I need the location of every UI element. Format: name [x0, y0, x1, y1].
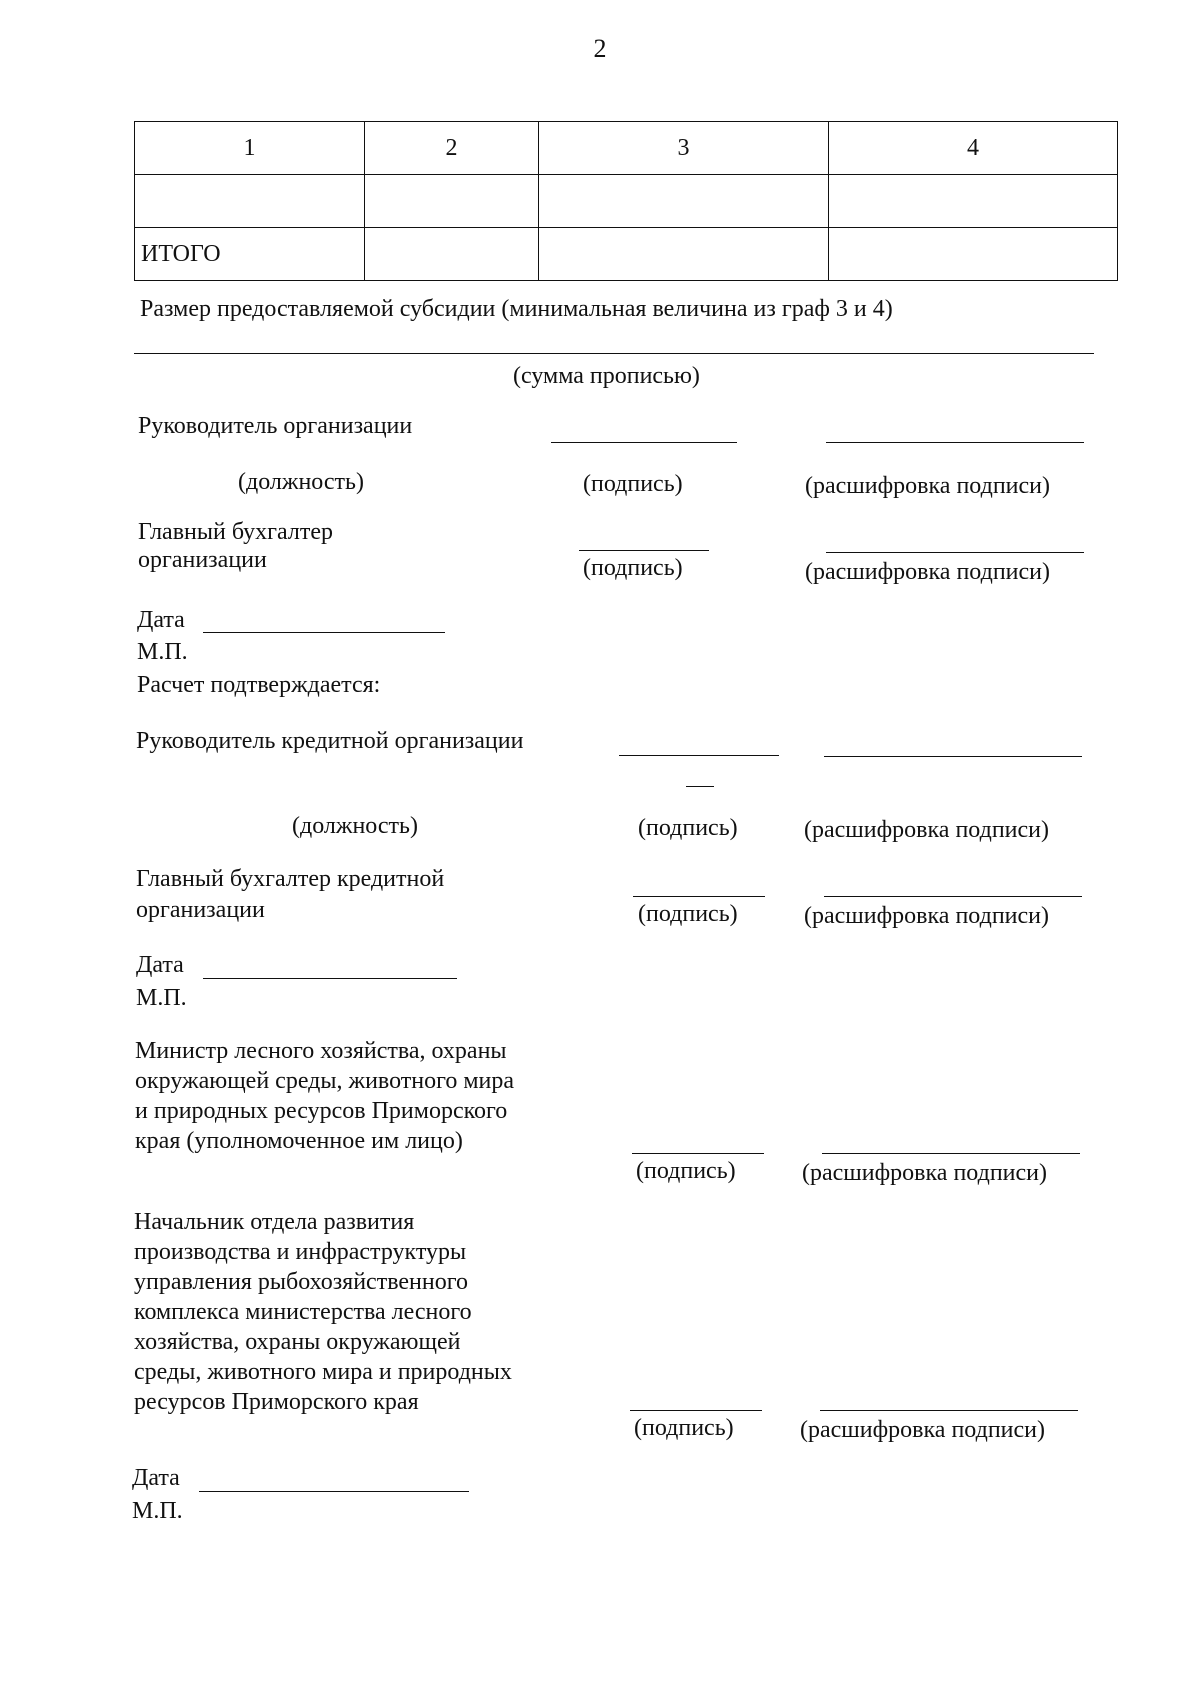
amount-in-words-line[interactable]: [134, 353, 1094, 354]
minister-title-line: окружающей среды, животного мира: [135, 1068, 515, 1094]
dept-head-title-line: среды, животного мира и природных: [134, 1359, 512, 1385]
minister-title-line: и природных ресурсов Приморского: [135, 1098, 508, 1124]
subsidy-label: Размер предоставляемой субсидии (минимальная величина из граф 3 и 4): [140, 296, 893, 322]
stamp-label-2: М.П.: [136, 985, 187, 1011]
page-number: 2: [593, 34, 607, 63]
table-cell[interactable]: [829, 228, 1118, 281]
bank-accountant-signature-line[interactable]: [633, 896, 765, 897]
org-accountant-signature-caption: (подпись): [583, 555, 683, 581]
table-header-row: [135, 122, 1118, 175]
table-cell[interactable]: [539, 175, 829, 228]
bank-head-decoding-line[interactable]: [824, 756, 1082, 757]
bank-accountant-title-line2: организации: [136, 897, 265, 923]
bank-head-signature-caption: (подпись): [638, 815, 738, 841]
date-line-2[interactable]: [203, 978, 457, 979]
org-head-position-caption: (должность): [238, 469, 364, 495]
dept-head-decoding-line[interactable]: [820, 1410, 1078, 1411]
bank-head-position-caption: (должность): [292, 813, 418, 839]
minister-title-line: края (уполномоченное им лицо): [135, 1128, 463, 1154]
bank-head-decoding-caption: (расшифровка подписи): [804, 817, 1049, 843]
org-accountant-title-line2: организации: [138, 547, 267, 573]
date-line-1[interactable]: [203, 632, 445, 633]
dept-head-title-line: Начальник отдела развития: [134, 1209, 415, 1235]
bank-head-title: Руководитель кредитной организации: [136, 728, 524, 754]
org-head-signature-caption: (подпись): [583, 471, 683, 497]
org-head-decoding-line[interactable]: [826, 442, 1084, 443]
dept-head-title-line: комплекса министерства лесного: [134, 1299, 472, 1325]
table-cell[interactable]: [135, 175, 365, 228]
org-head-decoding-caption: (расшифровка подписи): [805, 473, 1050, 499]
table-total-label: ИТОГО: [135, 228, 365, 281]
stamp-label-3: М.П.: [132, 1498, 183, 1524]
table-row: [135, 175, 1118, 228]
minister-decoding-caption: (расшифровка подписи): [802, 1160, 1047, 1186]
table-cell[interactable]: [365, 228, 539, 281]
dept-head-title-line: хозяйства, охраны окружающей: [134, 1329, 461, 1355]
org-head-signature-line[interactable]: [551, 442, 737, 443]
dept-head-signature-caption: (подпись): [634, 1415, 734, 1441]
table-header-cell: 2: [365, 122, 539, 175]
minister-signature-line[interactable]: [632, 1153, 764, 1154]
bank-accountant-title-line1: Главный бухгалтер кредитной: [136, 866, 445, 892]
minister-decoding-line[interactable]: [822, 1153, 1080, 1154]
date-label-1: Дата: [137, 607, 185, 633]
org-accountant-signature-line[interactable]: [579, 550, 709, 551]
minister-title: [135, 1036, 635, 1156]
table-header-cell: 4: [829, 122, 1118, 175]
bank-head-signature-line[interactable]: [619, 755, 779, 756]
dept-head-signature-line[interactable]: [630, 1410, 762, 1411]
table-cell[interactable]: [365, 175, 539, 228]
org-accountant-title-line1: Главный бухгалтер: [138, 519, 333, 545]
bank-accountant-decoding-caption: (расшифровка подписи): [804, 903, 1049, 929]
bank-head-signature-dash: [686, 786, 714, 787]
dept-head-title-line: производства и инфраструктуры: [134, 1239, 467, 1265]
table-cell[interactable]: [539, 228, 829, 281]
dept-head-title-line: ресурсов Приморского края: [134, 1389, 419, 1415]
date-line-3[interactable]: [199, 1491, 469, 1492]
calculation-table: [134, 121, 1118, 281]
org-accountant-decoding-caption: (расшифровка подписи): [805, 559, 1050, 585]
date-label-3: Дата: [132, 1465, 180, 1491]
dept-head-title-line: управления рыбохозяйственного: [134, 1269, 468, 1295]
org-accountant-decoding-line[interactable]: [826, 552, 1084, 553]
amount-in-words-caption: (сумма прописью): [513, 363, 700, 389]
table-header-cell: 1: [135, 122, 365, 175]
table-row-total: [135, 228, 1118, 281]
date-label-2: Дата: [136, 952, 184, 978]
stamp-label-1: М.П.: [137, 639, 188, 665]
bank-accountant-decoding-line[interactable]: [824, 896, 1082, 897]
table-cell[interactable]: [829, 175, 1118, 228]
minister-signature-caption: (подпись): [636, 1158, 736, 1184]
bank-accountant-signature-caption: (подпись): [638, 901, 738, 927]
dept-head-decoding-caption: (расшифровка подписи): [800, 1417, 1045, 1443]
confirm-label: Расчет подтверждается:: [137, 672, 381, 698]
org-head-title: Руководитель организации: [138, 413, 413, 439]
table-header-cell: 3: [539, 122, 829, 175]
dept-head-title: [134, 1207, 634, 1417]
minister-title-line: Министр лесного хозяйства, охраны: [135, 1038, 507, 1064]
